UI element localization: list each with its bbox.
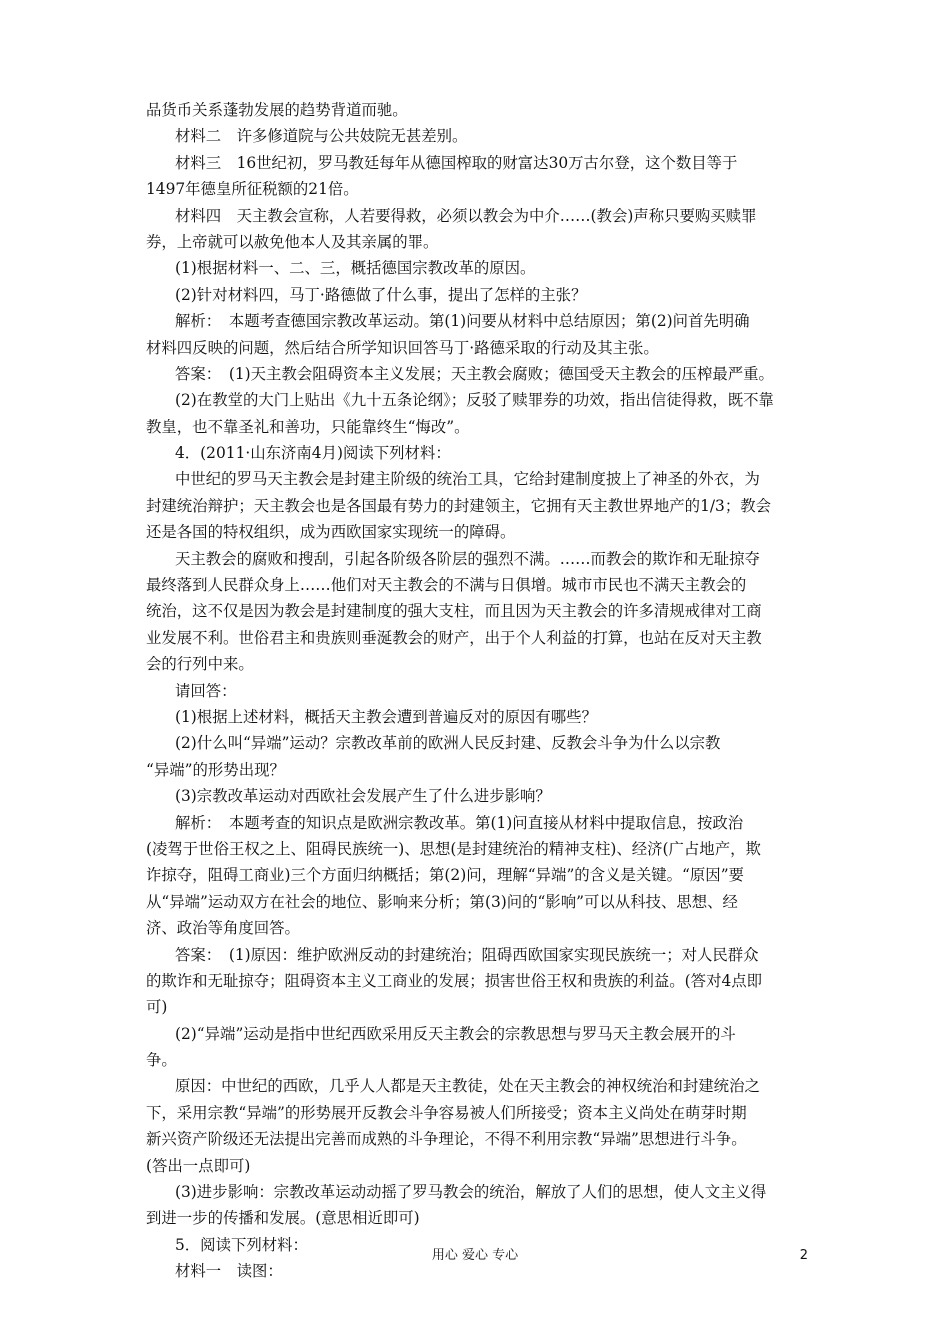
text-line: 统治，这不仅是因为教会是封建制度的强大支柱，而且因为天主教会的许多清规戒律对工商 — [146, 602, 762, 621]
text-line: 5．阅读下列材料： — [175, 1235, 308, 1254]
text-line: “异端”的形势出现？ — [146, 760, 285, 779]
text-line: 争。 — [146, 1051, 177, 1070]
text-line: 原因：中世纪的西欧，几乎人人都是天主教徒，处在天主教会的神权统治和封建统治之 — [175, 1077, 760, 1096]
text-line: 解析： 本题考查德国宗教改革运动。第(1)问要从材料中总结原因；第(2)问首先明确 — [175, 312, 750, 331]
text-line: (2)在教堂的大门上贴出《九十五条论纲》；反驳了赎罪券的功效，指出信徒得救，既不靠 — [175, 391, 774, 410]
text-line: 诈掠夺，阻碍工商业)三个方面归纳概括；第(2)问，理解“异端”的含义是关键。“原因”要 — [146, 866, 744, 885]
text-line: 请回答： — [175, 681, 237, 700]
text-line: 到进一步的传播和发展。(意思相近即可) — [146, 1209, 420, 1228]
text-line: 济、政治等角度回答。 — [146, 919, 300, 938]
page-number: 2 — [799, 1248, 808, 1263]
document-body — [146, 97, 806, 1285]
text-line: (1)根据上述材料，概括天主教会遭到普遍反对的原因有哪些？ — [175, 707, 597, 726]
text-line: 业发展不利。世俗君主和贵族则垂涎教会的财产，出于个人利益的打算，也站在反对天主教 — [146, 628, 762, 647]
text-line: (2)什么叫“异端”运动？宗教改革前的欧洲人民反封建、反教会斗争为什么以宗教 — [175, 734, 721, 753]
text-line: 新兴资产阶级还无法提出完善而成熟的斗争理论，不得不利用宗教“异端”思想进行斗争。 — [146, 1130, 747, 1149]
footer-slogan: 用心 爱心 专心 — [431, 1248, 519, 1263]
text-line: 还是各国的特权组织，成为西欧国家实现统一的障碍。 — [146, 523, 516, 542]
text-line: 1497年德皇所征税额的21倍。 — [146, 180, 359, 199]
text-line: 封建统治辩护；天主教会也是各国最有势力的封建领主，它拥有天主教世界地产的1/3；教会 — [146, 496, 772, 515]
text-line: 答案： (1)原因：维护欧洲反动的封建统治；阻碍西欧国家实现民族统一；对人民群众 — [175, 945, 759, 964]
text-line: (2)针对材料四，马丁·路德做了什么事，提出了怎样的主张？ — [175, 285, 587, 304]
text-line: (3)进步影响：宗教改革运动动摇了罗马教会的统治，解放了人们的思想，使人文主义得 — [175, 1183, 767, 1202]
text-line: 材料一 读图： — [175, 1262, 283, 1281]
text-line: 从“异端”运动双方在社会的地位、影响来分析；第(3)问的“影响”可以从科技、思想、经 — [146, 892, 738, 911]
text-line: (3)宗教改革运动对西欧社会发展产生了什么进步影响？ — [175, 787, 551, 806]
text-line: 材料四 天主教会宣称，人若要得救，必须以教会为中介……(教会)声称只要购买赎罪 — [175, 206, 757, 225]
text-line: 会的行列中来。 — [146, 655, 254, 674]
text-line: (答出一点即可) — [146, 1156, 251, 1175]
text-line: 材料四反映的问题，然后结合所学知识回答马丁·路德采取的行动及其主张。 — [146, 338, 659, 357]
text-line: 材料二 许多修道院与公共妓院无甚差别。 — [175, 127, 468, 146]
text-line: (1)根据材料一、二、三，概括德国宗教改革的原因。 — [175, 259, 536, 278]
text-line: 答案： (1)天主教会阻碍资本主义发展；天主教会腐败；德国受天主教会的压榨最严重。 — [175, 364, 774, 383]
text-line: 教皇，也不靠圣礼和善功，只能靠终生“悔改”。 — [146, 417, 470, 436]
text-line: (2)“异端”运动是指中世纪西欧采用反天主教会的宗教思想与罗马天主教会展开的斗 — [175, 1024, 736, 1043]
text-line: (凌驾于世俗王权之上、阻碍民族统一)、思想(是封建统治的精神支柱)、经济(广占地产，欺 — [146, 839, 761, 858]
text-line: 天主教会的腐败和搜刮，引起各阶级各阶层的强烈不满。……而教会的欺诈和无耻掠夺 — [175, 549, 760, 568]
text-line: 解析： 本题考查的知识点是欧洲宗教改革。第(1)问直接从材料中提取信息，按政治 — [175, 813, 744, 832]
text-line: 下，采用宗教“异端”的形势展开反教会斗争容易被人们所接受；资本主义尚处在萌芽时期 — [146, 1103, 747, 1122]
text-line: 中世纪的罗马天主教会是封建主阶级的统治工具，它给封建制度披上了神圣的外衣，为 — [175, 470, 760, 489]
text-line: 最终落到人民群众身上……他们对天主教会的不满与日俱增。城市市民也不满天主教会的 — [146, 576, 747, 595]
text-line: 的欺诈和无耻掠夺；阻碍资本主义工商业的发展；损害世俗王权和贵族的利益。(答对4点即 — [146, 971, 763, 990]
text-line: 品货币关系蓬勃发展的趋势背道而驰。 — [146, 101, 408, 119]
text-line: 材料三 16世纪初，罗马教廷每年从德国榨取的财富达30万古尔登，这个数目等于 — [175, 153, 738, 172]
text-line: 券，上帝就可以赦免他本人及其亲属的罪。 — [146, 232, 439, 251]
text-line: 4．(2011·山东济南4月)阅读下列材料： — [175, 444, 451, 463]
text-line: 可) — [146, 998, 168, 1017]
